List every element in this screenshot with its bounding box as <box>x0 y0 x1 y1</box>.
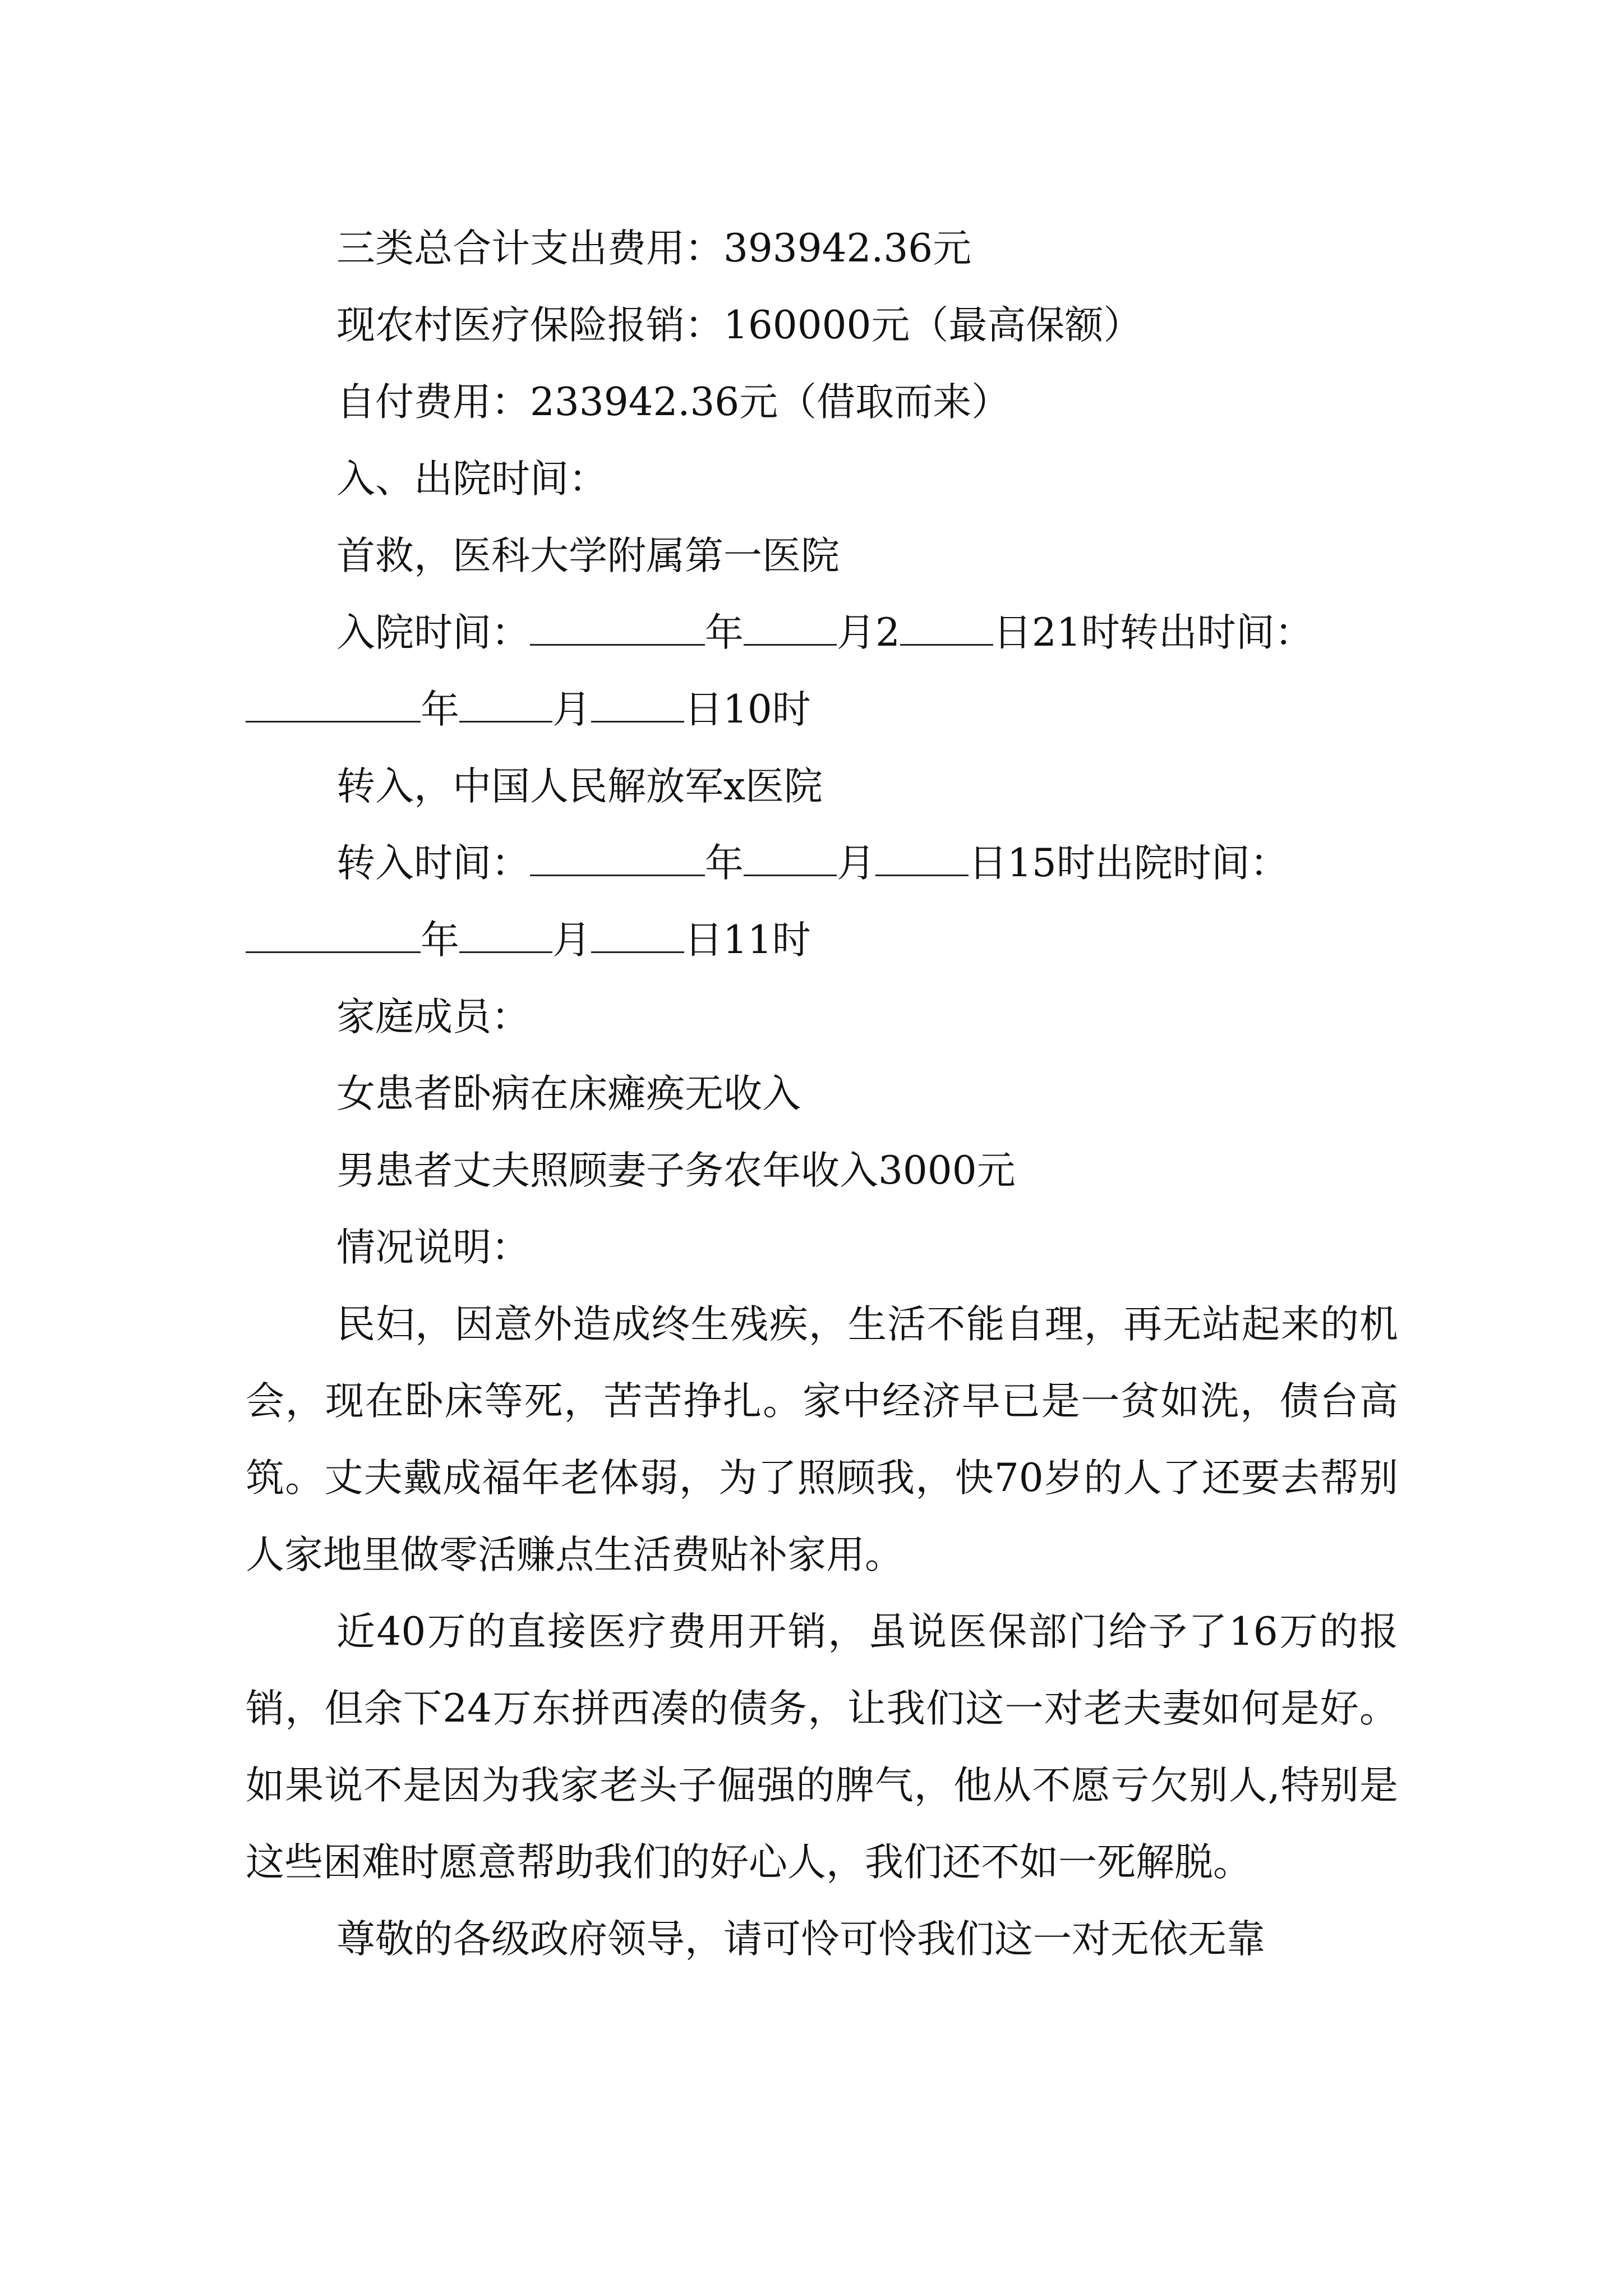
situation-heading: 情况说明： <box>336 1225 530 1270</box>
blank-field <box>900 608 993 646</box>
paragraph: 民妇，因意外造成终生残疾，生活不能自理，再无站起来的机会，现在卧床等死，苦苦挣扎。家中经济早已是一贫如洗，债台高筑。丈夫戴成福年老体弱，为了照顾我，快70岁的人了还要去帮别人家地里做零活赚点生活费贴补家用。 <box>246 1302 1398 1577</box>
transfer-in-label: 转入时间： <box>336 841 530 886</box>
discharge-day-time: 日11时 <box>684 918 811 963</box>
blank-field <box>591 685 684 723</box>
document-body <box>246 210 1398 1978</box>
blank-field <box>530 839 705 876</box>
paragraph: 尊敬的各级政府领导，请可怜可怜我们这一对无依无靠 <box>336 1917 1265 1962</box>
transfer-in-day-time: 日15时出院时间： <box>969 841 1289 886</box>
discharge-month: 月 <box>552 918 591 963</box>
blank-field <box>459 685 552 723</box>
transfer-in-year: 年 <box>705 841 744 886</box>
discharge-time-line <box>246 902 1398 979</box>
admission-heading: 入、出院时间： <box>336 457 607 501</box>
transfer-out-day-time: 日10时 <box>684 687 811 732</box>
transfer-out-month: 月 <box>552 687 591 732</box>
first-hospital-line: 首救，医科大学附属第一医院 <box>336 533 840 578</box>
blank-field <box>459 915 552 953</box>
admit-label: 入院时间： <box>336 610 530 655</box>
admit-month: 月2 <box>837 610 900 655</box>
blank-field <box>744 608 837 646</box>
family-member-2: 男患者丈夫照顾妻子务农年收入3000元 <box>336 1148 1016 1193</box>
admit-day-time: 日21时转出时间： <box>993 610 1313 655</box>
self-paid-line: 自付费用：233942.36元（借取而来） <box>336 380 1011 425</box>
blank-field <box>744 839 837 876</box>
discharge-year: 年 <box>421 918 459 963</box>
transfer-out-year: 年 <box>421 687 459 732</box>
blank-field <box>591 915 684 953</box>
second-hospital-line: 转入，中国人民解放军x医院 <box>336 764 823 809</box>
transfer-in-time-line <box>246 825 1398 902</box>
blank-field <box>246 915 421 953</box>
blank-field <box>875 839 969 876</box>
total-expense-line: 三类总合计支出费用：393942.36元 <box>336 226 972 271</box>
admit-time-line <box>246 595 1398 671</box>
family-member-1: 女患者卧病在床瘫痪无收入 <box>336 1071 801 1116</box>
transfer-in-month: 月 <box>837 841 875 886</box>
family-heading: 家庭成员： <box>336 995 530 1039</box>
paragraph: 近40万的直接医疗费用开销，虽说医保部门给予了16万的报销，但余下24万东拼西凑的债务，让我们这一对老夫妻如何是好。如果说不是因为我家老头子倔强的脾气，他从不愿亏欠别人,特别是这些困难时愿意帮助我们的好心人，我们还不如一死解脱。 <box>246 1609 1398 1885</box>
transfer-out-time-line <box>246 671 1398 748</box>
blank-field <box>530 608 705 646</box>
insurance-line: 现农村医疗保险报销：160000元（最高保额） <box>336 303 1142 348</box>
blank-field <box>246 685 421 723</box>
admit-year: 年 <box>705 610 744 655</box>
